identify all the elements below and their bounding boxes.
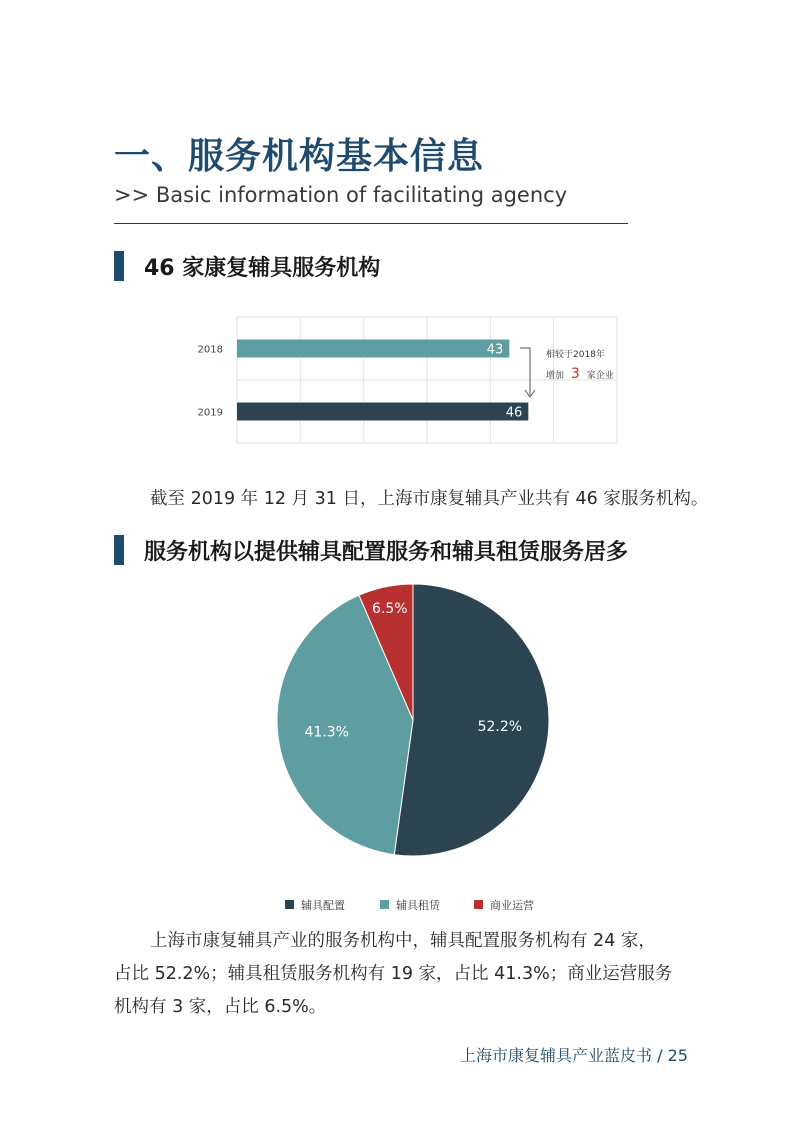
annotation-suffix: 家企业 <box>586 371 614 381</box>
page-title: 一、服务机构基本信息 <box>114 136 485 177</box>
legend-label: 商业运营 <box>490 899 534 912</box>
legend-swatch <box>285 900 294 909</box>
pie-value-label: 41.3% <box>304 724 349 741</box>
bar-value-label: 46 <box>505 405 523 421</box>
pie-chart <box>240 575 580 920</box>
annotation-line-1: 相较于2018年 <box>546 350 605 360</box>
section-marker <box>114 251 124 281</box>
section-heading-1 <box>114 250 380 282</box>
page-footer: 上海市康复辅具产业蓝皮书 / 25 <box>460 1046 688 1065</box>
bar-chart <box>180 305 640 455</box>
annotation-prefix: 增加 <box>546 371 565 381</box>
section-heading-2 <box>114 534 628 566</box>
bar-value-label: 43 <box>486 342 504 358</box>
section-heading-text: 46 家康复辅具服务机构 <box>144 255 381 281</box>
bar-category-label: 2019 <box>197 407 223 419</box>
legend-label: 辅具配置 <box>301 899 345 912</box>
bar-2019 <box>237 403 528 421</box>
pie-value-label: 6.5% <box>372 601 408 618</box>
bar-category-label: 2018 <box>197 344 223 356</box>
legend-swatch <box>474 900 483 909</box>
section-marker <box>114 535 124 565</box>
legend-label: 辅具租赁 <box>396 899 440 912</box>
pie-value-label: 52.2% <box>477 719 523 736</box>
pie-legend <box>285 898 534 912</box>
annotation-value: 3 <box>570 366 580 382</box>
page-subtitle: >> Basic information of facilitating agency <box>114 183 568 207</box>
section-heading-text: 服务机构以提供辅具配置服务和辅具租赁服务居多 <box>144 539 629 565</box>
paragraph-2-line-2: 占比 52.2%；辅具租赁服务机构有 19 家，占比 41.3%；商业运营服务 <box>114 964 673 984</box>
pie-slice-1 <box>394 584 549 856</box>
bar-chart-annotation <box>520 348 614 397</box>
bar-2018 <box>237 340 509 358</box>
paragraph-2-line-3: 机构有 3 家，占比 6.5%。 <box>114 997 327 1017</box>
paragraph-2-line-1: 上海市康复辅具产业的服务机构中，辅具配置服务机构有 24 家， <box>150 931 656 951</box>
title-divider <box>114 223 628 224</box>
annotation-line-2 <box>546 366 614 382</box>
annotation-bracket <box>520 348 530 395</box>
paragraph-1: 截至 2019 年 12 月 31 日，上海市康复辅具产业共有 46 家服务机构。 <box>150 489 709 509</box>
legend-swatch <box>380 900 389 909</box>
